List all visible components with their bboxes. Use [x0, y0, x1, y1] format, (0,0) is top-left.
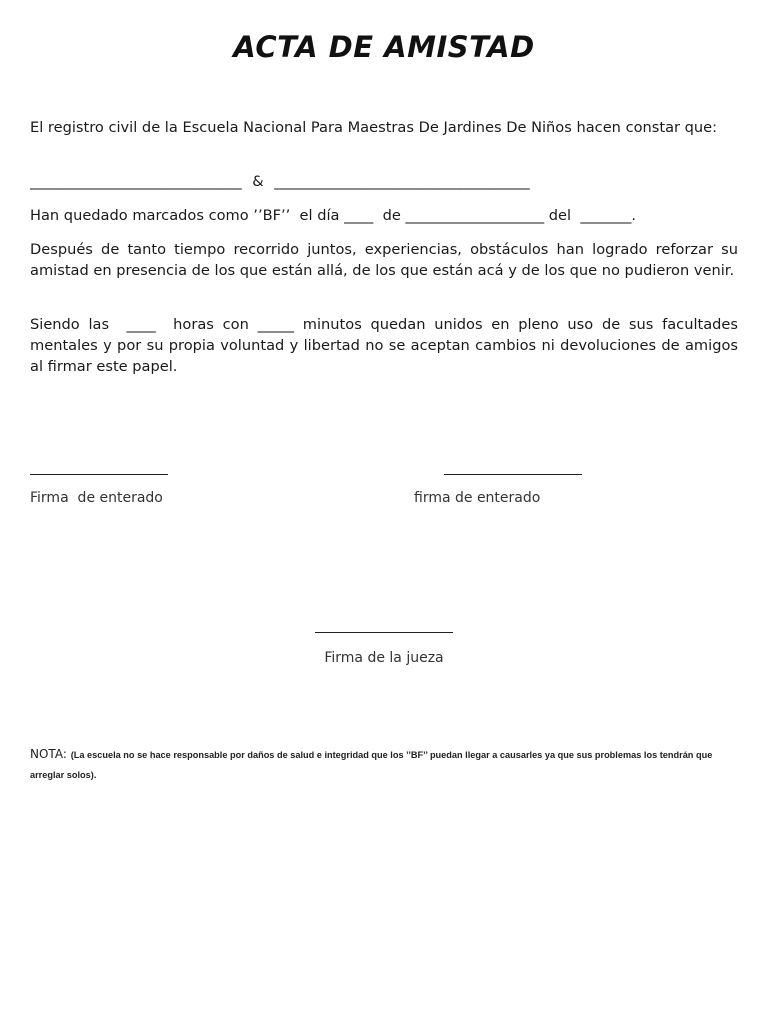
nota-text: (La escuela no se hace responsable por daños de salud e integridad que los ’’BF’’ puedan llegar a causarles ya que sus problemas los tendrán que arreglar solos).: [30, 750, 713, 780]
marked-text-2: de: [373, 207, 406, 224]
month-blank: ___________________: [405, 207, 545, 224]
signature-label-right: firma de enterado: [414, 490, 541, 506]
nota-label: NOTA:: [30, 747, 71, 761]
day-blank: ____: [344, 207, 374, 224]
marked-text-4: .: [631, 207, 637, 224]
hours-blank: ____: [126, 316, 156, 333]
names-line: [30, 171, 738, 192]
signature-label-left: Firma de enterado: [30, 490, 163, 506]
friendship-paragraph: Después de tanto tiempo recorrido juntos, experiencias, obstáculos han logrado reforzar su amistad en presencia de los que están allá, de los que están acá y de los que no pudieron venir.: [30, 241, 738, 279]
signature-line-left: [30, 474, 168, 475]
intro-paragraph: El registro civil de la Escuela Nacional Para Maestras De Jardines De Niños hacen constar que:: [30, 119, 718, 136]
signature-line-right: [444, 474, 582, 475]
nota-block: [30, 744, 738, 784]
time-text-2: horas con: [155, 316, 258, 333]
document-title: ACTA DE AMISTAD: [233, 30, 535, 64]
marked-text-1: Han quedado marcados como ’’BF’’ el día: [30, 207, 345, 224]
first-name-blank: _____________________________: [30, 173, 242, 190]
second-name-blank: ___________________________________: [274, 173, 530, 190]
signature-line-center: [315, 632, 453, 633]
marked-line: [30, 205, 738, 226]
time-paragraph: [30, 314, 738, 377]
year-blank: _______: [580, 207, 632, 224]
time-text-3: minutos quedan unidos en pleno uso de sus facultades mentales y por su propia voluntad y libertad no se aceptan cambios ni devoluciones de amigos al firmar este papel.: [30, 316, 739, 375]
time-text-1: Siendo las: [30, 316, 127, 333]
signature-label-center: Firma de la jueza: [324, 650, 444, 666]
marked-text-3: del: [544, 207, 581, 224]
ampersand: &: [252, 173, 264, 190]
minutes-blank: _____: [257, 316, 295, 333]
